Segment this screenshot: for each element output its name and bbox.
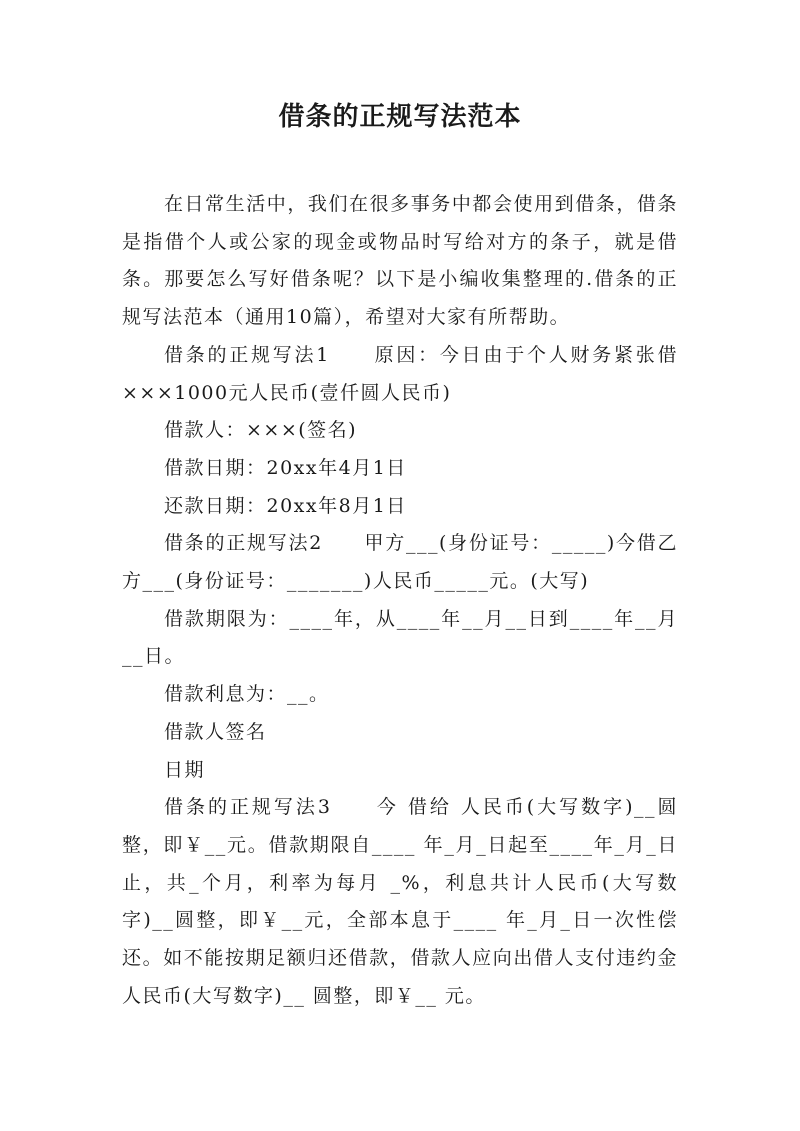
loan-date-line: 借款日期：20xx年4月1日 [164,456,407,479]
intro-paragraph: 在日常生活中，我们在很多事务中都会使用到借条，借条是指借个人或公家的现金或物品时写给对方的条子，就是借条。那要怎么写好借条呢？以下是小编收集整理的.借条的正规写法范本（通用10篇），希望对大家有所帮助。 [122,193,678,329]
date-line: 日期 [164,758,206,781]
document-body [122,186,678,1015]
repay-date-line: 还款日期：20xx年8月1日 [164,494,407,517]
borrower-line: 借款人：×××(签名) [164,419,358,442]
loan-interest-line: 借款利息为：__。 [164,683,330,706]
sample-2-heading-paragraph: 借条的正规写法2 甲方___(身份证号：_____)今借乙方___(身份证号：_______)人民币_____元。(大写) [122,532,678,593]
sample-3-paragraph: 借条的正规写法3 今 借给 人民币(大写数字)__圆整，即￥__元。借款期限自____ 年_月_日起至____年_月_日止，共_个月，利率为每月 _%，利息共计人民币(大写数字)__圆整，即￥__元，全部本息于____ 年_月_日一次性偿还。如不能按期足额归还借款，借款人应向出借人支付违约金人民币(大写数字)__ 圆整，即￥__ 元。 [122,796,678,1007]
document-title: 借条的正规写法范本 [278,102,522,132]
loan-term-line: 借款期限为：____年，从____年__月__日到____年__月__日。 [122,607,678,668]
borrower-signature-line: 借款人签名 [164,720,267,743]
sample-1-heading-paragraph: 借条的正规写法1 原因：今日由于个人财务紧张借×××1000元人民币(壹仟圆人民币) [122,343,678,404]
